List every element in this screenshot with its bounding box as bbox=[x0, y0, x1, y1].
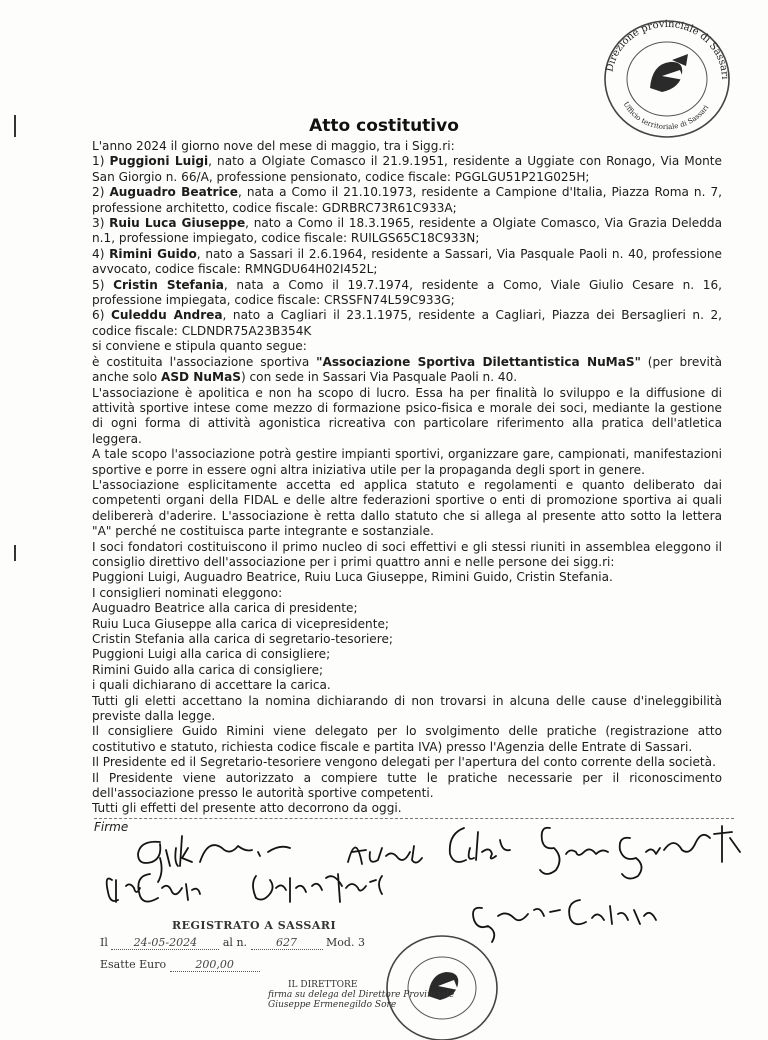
paragraph-text: Il Presidente ed il Segretario-tesoriere vengono delegati per l'apertura del conto corrente della società. bbox=[92, 755, 716, 770]
director-title: IL DIRETTORE bbox=[288, 980, 358, 990]
registration-date: 24-05-2024 bbox=[111, 936, 219, 950]
paragraph-text: Auguadro Beatrice alla carica di presidente; bbox=[92, 601, 358, 616]
paragraph-text: Puggioni Luigi, Auguadro Beatrice, Ruiu Luca Giuseppe, Rimini Guido, Cristin Stefania. bbox=[92, 570, 613, 585]
document-title: Atto costitutivo bbox=[309, 116, 459, 136]
body-paragraph bbox=[92, 308, 722, 339]
body-paragraph bbox=[92, 586, 722, 601]
paragraph-text: Puggioni Luigi alla carica di consigliere; bbox=[92, 647, 331, 662]
registration-number: 627 bbox=[251, 936, 323, 950]
paragraph-text: , nato a Como il 18.3.1965, residente a Olgiate Comasco, Via Grazia Deledda n.1, professione impiegato, codice fiscale: RUILGS65C18C933N; bbox=[92, 216, 722, 246]
signature-rimini bbox=[138, 836, 290, 882]
body-paragraph bbox=[92, 771, 722, 802]
paragraph-text: , nata a Como il 19.7.1974, residente a Como, Viale Giulio Cesare n. 16, professione impiegata, codice fiscale: CRSSFN74L59C933G; bbox=[92, 277, 722, 308]
paragraph-text: ) con sede in Sassari Via Pasquale Paoli n. 40. bbox=[240, 370, 518, 385]
paragraph-text: Rimini Guido alla carica di consigliere; bbox=[92, 662, 324, 677]
registration-amount: 200,00 bbox=[170, 958, 260, 972]
paragraph-text: Tutti gli eletti accettano la nomina dichiarando di non trovarsi in alcuna delle cause d'ineleggibilità previste dalla legge. bbox=[92, 693, 722, 724]
signature-auguadro-full bbox=[253, 874, 382, 902]
body-paragraph bbox=[92, 617, 722, 632]
paragraph-text: L'anno 2024 il giorno nove del mese di maggio, tra i Sigg.ri: bbox=[92, 139, 455, 153]
registration-date-line bbox=[100, 936, 365, 950]
paragraph-text: Il consigliere Guido Rimini viene delegato per lo svolgimento delle pratiche (registrazione atto costitutivo e statuto, richiesta codice fiscale e partita IVA) presso l'Agenzia delle Entrate di Sassari. bbox=[92, 724, 722, 754]
bold-text: Rimini Guido bbox=[109, 246, 197, 261]
body-paragraph bbox=[92, 632, 722, 647]
body-paragraph bbox=[92, 540, 722, 571]
body-paragraph bbox=[92, 601, 722, 616]
body-paragraph bbox=[92, 570, 722, 585]
paragraph-text: L'associazione esplicitamente accetta ed applica statuto e regolamenti e quanto deliberato dai competenti organi della FIDAL e delle altre federazioni sportive o enti di promozione sportiva ai quali delibererà d'aderire. L'associazione è retta dallo statuto che si allega al presente atto sotto la lettera "A" perché ne costituisca parte integrante e sostanziale. bbox=[92, 477, 722, 539]
body-paragraph bbox=[92, 154, 722, 185]
paragraph-text: , nato a Olgiate Comasco il 21.9.1951, residente a Uggiate con Ronago, Via Monte San Giorgio n. 66/A, professione pensionato, codice fiscale: PGGLGU51P21G025H; bbox=[92, 154, 722, 184]
registration-director-block bbox=[268, 980, 454, 1010]
scan-margin-mark bbox=[14, 545, 16, 561]
bold-text: ASD NuMaS bbox=[160, 370, 241, 385]
paragraph-text: Il Presidente viene autorizzato a compiere tutte le pratiche necessarie per il riconoscimento dell'associazione presso le autorità sportive competenti. bbox=[92, 770, 722, 801]
body-paragraph bbox=[92, 216, 722, 247]
registration-esatte-label: Esatte Euro bbox=[100, 958, 167, 971]
paragraph-text: Ruiu Luca Giuseppe alla carica di vicepresidente; bbox=[92, 616, 389, 631]
body-paragraph bbox=[92, 663, 722, 678]
body-paragraph bbox=[92, 447, 722, 478]
body-paragraph bbox=[92, 678, 722, 693]
bold-text: Puggioni Luigi bbox=[109, 154, 209, 169]
registration-il-label: Il bbox=[100, 936, 108, 949]
document-body bbox=[92, 139, 722, 817]
paragraph-text: 2) bbox=[92, 185, 110, 200]
bold-text: Culeddu Andrea bbox=[110, 308, 223, 323]
paragraph-text: A tale scopo l'associazione potrà gestire impianti sportivi, organizzare gare, campionati, manifestazioni sportive e porre in essere ogni altra iniziativa utile per la propaganda degli sport in genere. bbox=[92, 447, 722, 477]
paragraph-text: 1) bbox=[92, 154, 110, 169]
body-paragraph bbox=[92, 724, 722, 755]
signature-auguadro bbox=[348, 846, 422, 864]
body-paragraph bbox=[92, 355, 722, 386]
bold-text: "Associazione Sportiva Dilettantistica NuMaS" bbox=[316, 354, 641, 369]
paragraph-text: (per brevità anche solo bbox=[92, 354, 722, 385]
paragraph-text: , nato a Cagliari il 23.1.1975, residente a Cagliari, Piazza dei Bersaglieri n. 2, codice fiscale: CLDNDR75A23B354K bbox=[92, 308, 722, 338]
body-paragraph bbox=[92, 278, 722, 309]
paragraph-text: è costituita l'associazione sportiva bbox=[92, 354, 317, 369]
paragraph-text: Cristin Stefania alla carica di segretario-tesoriere; bbox=[92, 632, 393, 646]
paragraph-text: 6) bbox=[92, 308, 111, 323]
body-paragraph bbox=[92, 694, 722, 725]
body-paragraph bbox=[92, 478, 722, 540]
body-paragraph bbox=[92, 139, 722, 154]
signature-ruiu bbox=[620, 826, 740, 879]
paragraph-text: , nata a Como il 21.10.1973, residente a Campione d'Italia, Piazza Roma n. 7, professione architetto, codice fiscale: GDRBRC73R61C933A; bbox=[92, 185, 722, 215]
paragraph-text: si conviene e stipula quanto segue: bbox=[92, 339, 307, 354]
registration-mod-label: Mod. 3 bbox=[326, 936, 365, 949]
body-paragraph bbox=[92, 647, 722, 662]
body-paragraph bbox=[92, 247, 722, 278]
paragraph-text: 4) bbox=[92, 246, 110, 261]
bold-text: Cristin Stefania bbox=[113, 277, 224, 292]
paragraph-text: I soci fondatori costituiscono il primo nucleo di soci effettivi e gli stessi riuniti in assemblea eleggono il consiglio direttivo dell'associazione per i primi quattro anni e nelle persone dei sigg.ri: bbox=[92, 539, 722, 569]
body-paragraph bbox=[92, 755, 722, 770]
paragraph-text: Tutti gli effetti del presente atto decorrono da oggi. bbox=[92, 801, 402, 816]
founders-signatures bbox=[130, 822, 750, 932]
firme-label: Firme bbox=[94, 820, 129, 834]
paragraph-text: i quali dichiarano di accettare la carica. bbox=[92, 678, 331, 693]
director-name: Giuseppe Ermenegildo Sore bbox=[268, 1000, 397, 1010]
paragraph-text: L'associazione è apolitica e non ha scopo di lucro. Essa ha per finalità lo sviluppo e la diffusione di attività sportive intese come mezzo di formazione psico-fisica e morale dei soci, mediante la gestione di ogni forma di attività agonistica ricreativa con particolare riferimento alla pratica dell'atletica leggera. bbox=[92, 385, 722, 446]
signature-puggioni bbox=[107, 874, 200, 902]
paragraph-text: 5) bbox=[92, 277, 114, 292]
body-paragraph bbox=[92, 386, 722, 448]
bold-text: Ruiu Luca Giuseppe bbox=[109, 216, 246, 231]
signature-divider bbox=[94, 818, 734, 819]
bold-text: Auguadro Beatrice bbox=[109, 185, 238, 200]
body-paragraph bbox=[92, 339, 722, 354]
signature-culeddu bbox=[450, 828, 510, 862]
paragraph-text: I consiglieri nominati eleggono: bbox=[92, 585, 283, 600]
body-paragraph bbox=[92, 801, 722, 816]
registration-al-n-label: al n. bbox=[222, 936, 248, 949]
registration-title: REGISTRATO A SASSARI bbox=[172, 919, 337, 932]
director-delegate-note: firma su delega del Direttore Provinciale bbox=[268, 990, 455, 1000]
stamp-inner-text: Ufficio territoriale di Sassari bbox=[621, 100, 711, 132]
agenzia-logo-icon bbox=[650, 54, 688, 92]
body-paragraph bbox=[92, 185, 722, 216]
stamp-ring-text: Direzione provinciale di Sassari bbox=[604, 18, 731, 80]
registration-amount-line bbox=[100, 958, 260, 972]
signature-cristin-upper bbox=[540, 828, 608, 874]
paragraph-text: , nato a Sassari il 2.6.1964, residente a Sassari, Via Pasquale Paoli n. 40, professione avvocato, codice fiscale: RMNGDU64H02I452L; bbox=[92, 246, 722, 277]
paragraph-text: 3) bbox=[92, 216, 110, 231]
